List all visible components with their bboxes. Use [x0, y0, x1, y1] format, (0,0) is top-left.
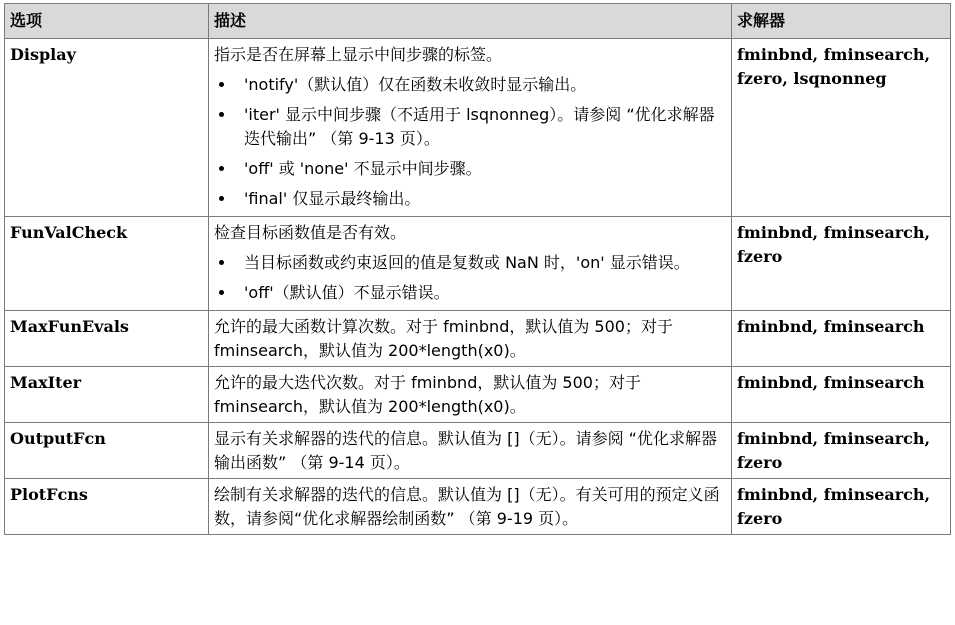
header-description: 描述: [209, 4, 732, 39]
option-name: FunValCheck: [5, 217, 209, 311]
list-item: • 'final' 仅显示最终输出。: [236, 187, 726, 211]
option-name: PlotFcns: [5, 479, 209, 535]
solver-list: fminbnd, fminsearch: [732, 311, 951, 367]
solver-list: fminbnd, fminsearch, fzero: [732, 217, 951, 311]
list-item: • 当目标函数或约束返回的值是复数或 NaN 时，'on' 显示错误。: [236, 251, 726, 275]
solver-list: fminbnd, fminsearch, fzero: [732, 423, 951, 479]
table-row: [5, 39, 951, 217]
options-table: [4, 3, 951, 535]
option-description: 绘制有关求解器的迭代的信息。默认值为 []（无）。有关可用的预定义函数，请参阅“优化求解器绘制函数” （第 9-19 页）。: [209, 479, 732, 535]
option-description: 允许的最大迭代次数。对于 fminbnd，默认值为 500；对于 fminsearch，默认值为 200*length(x0)。: [209, 367, 732, 423]
solver-list: fminbnd, fminsearch, fzero: [732, 479, 951, 535]
list-item: • 'notify'（默认值）仅在函数未收敛时显示输出。: [236, 73, 726, 97]
value-list: [214, 251, 726, 305]
option-description: 允许的最大函数计算次数。对于 fminbnd，默认值为 500；对于 fminsearch，默认值为 200*length(x0)。: [209, 311, 732, 367]
solver-list: fminbnd, fminsearch: [732, 367, 951, 423]
option-name: Display: [5, 39, 209, 217]
list-item: • 'iter' 显示中间步骤（不适用于 lsqnonneg）。请参阅 “优化求解器迭代输出” （第 9-13 页）。: [236, 103, 726, 151]
solver-list: fminbnd, fminsearch, fzero, lsqnonneg: [732, 39, 951, 217]
option-description: 显示有关求解器的迭代的信息。默认值为 []（无）。请参阅 “优化求解器输出函数” （第 9-14 页）。: [209, 423, 732, 479]
table-row: [5, 367, 951, 423]
option-description: [209, 217, 732, 311]
list-item: • 'off'（默认值）不显示错误。: [236, 281, 726, 305]
description-text: 检查目标函数值是否有效。: [214, 223, 407, 242]
option-name: MaxIter: [5, 367, 209, 423]
table-header-row: [5, 4, 951, 39]
option-name: MaxFunEvals: [5, 311, 209, 367]
table-row: [5, 311, 951, 367]
list-item: • 'off' 或 'none' 不显示中间步骤。: [236, 157, 726, 181]
table-row: [5, 479, 951, 535]
option-name: OutputFcn: [5, 423, 209, 479]
header-option: 选项: [5, 4, 209, 39]
value-list: [214, 73, 726, 211]
table-row: [5, 217, 951, 311]
table-row: [5, 423, 951, 479]
description-text: 指示是否在屏幕上显示中间步骤的标签。: [214, 45, 503, 64]
header-solver: 求解器: [732, 4, 951, 39]
option-description: [209, 39, 732, 217]
